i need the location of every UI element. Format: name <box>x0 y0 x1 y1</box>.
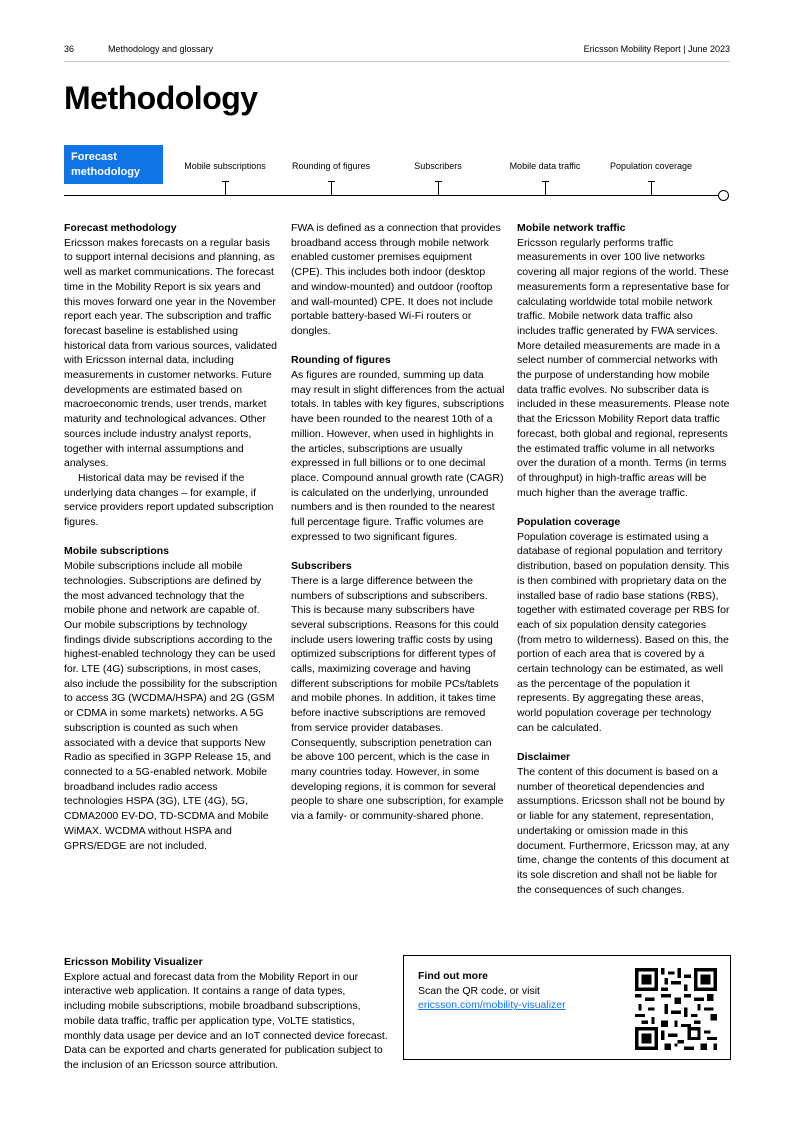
traffic-paragraph: Ericsson regularly performs traffic measurements in over 100 live networks covering all major regions of the world. These measurements form a representative base for calculating worldwide total mobile network traffic. Mobile network data traffic also includes traffic generated by FWA services. More detailed measurements are made in a select number of commercial networks with the purpose of understanding how mobile data traffic evolves. No subscriber data is included in these measurements. Please note that the Ericsson Mobility Report data traffic forecast, both global and regional, represents the estimated traffic volume in all networks over the duration of a month. Terms (in terms of throughput) in high-traffic areas will be much higher than the average traffic. <box>517 236 730 499</box>
visualizer-section <box>64 955 388 1073</box>
column-1 <box>64 221 278 868</box>
visualizer-link[interactable]: ericsson.com/mobility-visualizer <box>418 999 566 1012</box>
nav-item-forecast-methodology[interactable] <box>64 145 163 184</box>
nav-tick <box>542 181 549 195</box>
page-title: Methodology <box>64 80 258 116</box>
page-header <box>64 42 730 62</box>
rounding-paragraph: As figures are rounded, summing up data may result in slight differences from the actual totals. In tables with key figures, subscriptions have been rounded to the nearest 10th of a million. However, when used in highlights in the articles, subscriptions are usually expressed in full billions or to one decimal place. Compound annual growth rate (CAGR) is calculated on the underlying, unrounded numbers and is then rounded to the nearest full percentage figure. Traffic volumes are expressed to two significant figures. <box>291 369 505 543</box>
disclaimer-heading: Disclaimer <box>517 751 571 764</box>
nav-active-line1: Forecast <box>71 151 117 163</box>
column-3 <box>517 221 731 912</box>
find-out-heading: Find out more <box>418 970 488 982</box>
section-nav <box>64 145 734 201</box>
nav-tick <box>435 181 442 195</box>
mobile-subscriptions-paragraph: Mobile subscriptions include all mobile technologies. Subscriptions are defined by the most advanced technology that the mobile phone and network are capable of. Our mobile subscriptions by technology findings divide subscriptions according to the highest-enabled technology they can be used for. LTE (4G) subscriptions, in most cases, also include the possibility for the subscription to access 3G (WCDMA/HSPA) and 2G (GSM or CDMA in some markets) networks. A 5G subscription is counted as such when associated with a device that supports New Radio as specified in 3GPP Release 15, and connected to a 5G-enabled network. Mobile broadband includes radio access technologies HSPA (3G), LTE (4G), 5G, CDMA2000 EV-DO, TD-SCDMA and Mobile WiMAX. WCDMA without HSPA and GPRS/EDGE are not included. <box>64 560 278 852</box>
section-name: Methodology and glossary <box>108 44 214 54</box>
find-out-more-box <box>403 955 731 1060</box>
disclaimer-paragraph: The content of this document is based on a number of theoretical dependencies and assumptions. Ericsson shall not be bound by or liable for any statement, representation, undertaking or omission made in this document. Furthermore, Ericsson may, at any time, change the contents of this document at its sole discretion and shall not be liable for the consequences of such changes. <box>517 765 730 896</box>
nav-active-line2: methodology <box>71 166 141 178</box>
nav-item-mobile-data-traffic[interactable]: Mobile data traffic <box>509 161 581 171</box>
forecast-paragraph-1: Ericsson makes forecasts on a regular basis to support internal decisions and planning, as well as market communications. The forecast time in the Mobility Report is six years and this moves forward one year in the November report each year. The subscription and traffic forecast baseline is established using historical data from various sources, validated with Ericsson internal data, including measurements in customer networks. Future developments are estimated based on macroeconomic trends, user trends, market maturity and technological advances. Other sources include industry analyst reports, together with internal assumptions and analyses. <box>64 236 278 470</box>
mobile-subscriptions-heading: Mobile subscriptions <box>64 545 170 558</box>
nav-item-population-coverage[interactable]: Population coverage <box>609 161 693 171</box>
rounding-heading: Rounding of figures <box>291 354 391 367</box>
visualizer-heading: Ericsson Mobility Visualizer <box>64 956 203 968</box>
subscribers-heading: Subscribers <box>291 560 352 573</box>
forecast-paragraph-2: Historical data may be revised if the underlying data changes – for example, if service providers report updated subscription figures. <box>64 471 274 529</box>
page-number: 36 <box>64 44 75 54</box>
find-out-text: Scan the QR code, or visit <box>418 984 540 997</box>
subscribers-paragraph: There is a large difference between the numbers of subscriptions and subscribers. This is because many subscribers have several subscriptions. Reasons for this could include users lowering traffic costs by using optimized subscriptions for different types of calls, maximizing coverage and having different subscriptions for mobile PCs/tablets and mobile phones. In addition, it takes time before inactive subscriptions are removed from service provider databases. Consequently, subscription penetration can be above 100 percent, which is the case in many countries today. However, in some developing regions, it is common for several people to share one subscription, for example via a family- or community-shared phone. <box>291 574 504 823</box>
nav-tick <box>648 181 655 195</box>
traffic-heading: Mobile network traffic <box>517 222 626 234</box>
population-paragraph: Population coverage is estimated using a database of regional population and territory distribution, based on population density. This is then combined with proprietary data on the installed base of radio base stations (RBS), together with estimated coverage per RBS for each of six population density categories (from metro to wilderness). Based on this, the portion of each area that is covered by a certain technology can be estimated, as well as the percentage of the population it represents. By aggregating these areas, world population coverage per technology can be calculated. <box>517 530 730 734</box>
column-2 <box>291 221 505 838</box>
report-name: Ericsson Mobility Report | June 2023 <box>583 44 730 54</box>
fwa-paragraph: FWA is defined as a connection that provides broadband access through mobile network enabled customer premises equipment (CPE). This includes both indoor (desktop and window-mounted) and outdoor (rooftop and wall-mounted) CPE. It does not include portable battery-based Wi-Fi routers or dongles. <box>291 222 501 337</box>
nav-tick <box>328 181 335 195</box>
qr-code-icon[interactable] <box>635 968 717 1050</box>
population-heading: Population coverage <box>517 516 621 529</box>
nav-item-mobile-subscriptions[interactable]: Mobile subscriptions <box>184 161 266 171</box>
nav-tick <box>222 181 229 195</box>
nav-end-circle-icon <box>718 190 729 201</box>
visualizer-paragraph: Explore actual and forecast data from the Mobility Report in our interactive web application. It contains a range of data types, including mobile subscriptions, mobile broadband subscriptions, mobile data traffic, traffic per application type, VoLTE statistics, monthly data usage per device and an IoT connected device forecast. Data can be exported and charts generated for publication subject to the inclusion of an Ericsson source attribution. <box>64 970 388 1071</box>
nav-timeline <box>64 195 720 196</box>
nav-item-rounding-of-figures[interactable]: Rounding of figures <box>291 161 371 171</box>
forecast-heading: Forecast methodology <box>64 222 177 234</box>
nav-item-subscribers[interactable]: Subscribers <box>414 161 462 171</box>
